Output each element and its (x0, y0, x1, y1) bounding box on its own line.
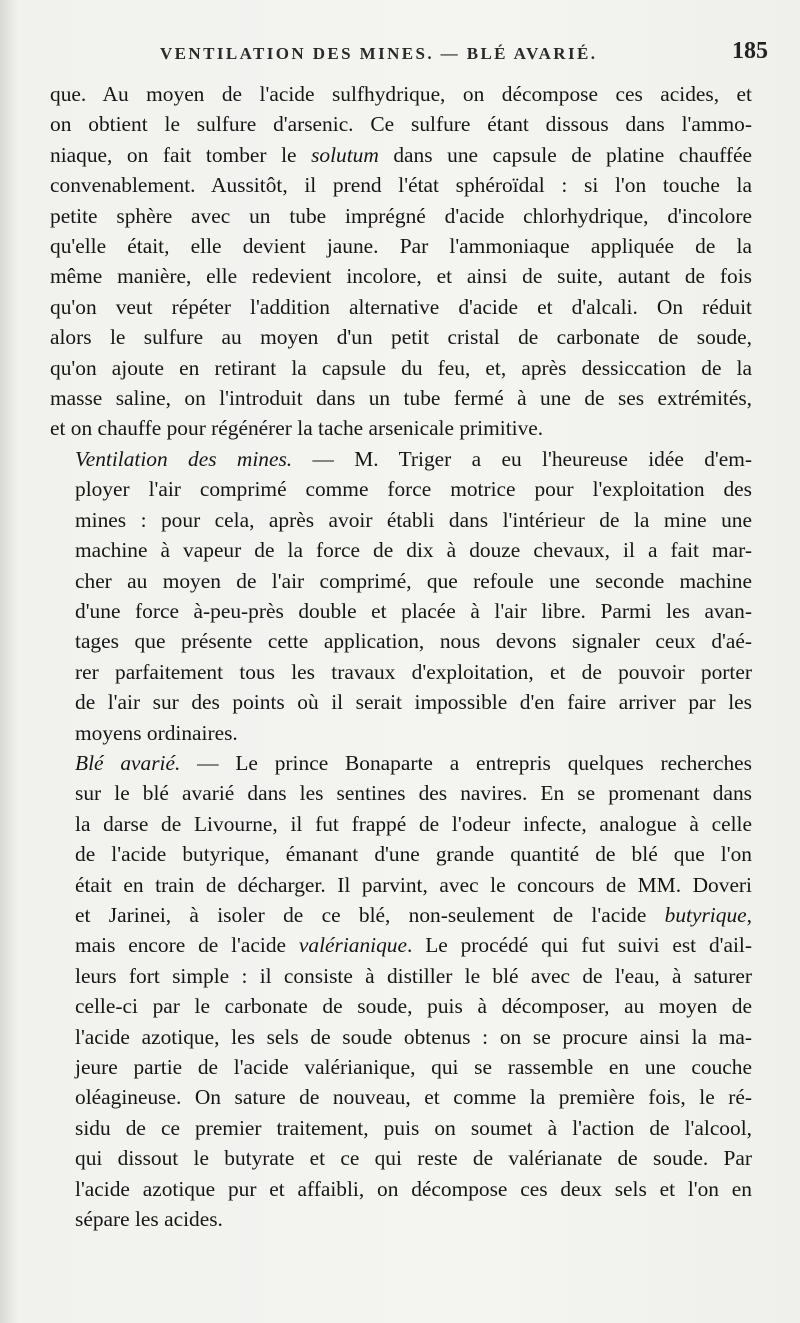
text-line: l'acide azotique, les sels de soude obtenus : on se procure ainsi la ma- (75, 1024, 752, 1049)
text-line: moyens ordinaires. (75, 720, 238, 745)
text-line: sépare les acides. (75, 1207, 223, 1232)
text-line (50, 444, 752, 474)
text-segment: . Le procédé qui fut suivi est d'ail- (407, 933, 752, 958)
text-segment: niaque, on fait tomber le (50, 142, 312, 167)
text-line: sidu de ce premier traitement, puis on soumet à l'action de l'alcool, (75, 1115, 752, 1140)
text-line: cher au moyen de l'air comprimé, que refoule une seconde machine (75, 568, 752, 593)
text-line: et on chauffe pour régénérer la tache arsenicale primitive. (50, 416, 544, 441)
text-segment: mais encore de l'acide (75, 933, 299, 958)
text-line: sur le blé avarié dans les sentines des navires. En se promenant dans (75, 781, 752, 806)
text-line: même manière, elle redevient incolore, et ainsi de suite, autant de fois (50, 264, 752, 289)
text-line: qu'on ajoute en retirant la capsule du feu, et, après dessiccation de la (50, 355, 752, 380)
text-segment: — M. Triger a eu l'heureuse idée d'em- (292, 446, 752, 471)
italic-text: Blé avarié. (75, 750, 181, 775)
text-segment: — Le prince Bonaparte a entrepris quelques recherches (180, 750, 752, 775)
text-line: que. Au moyen de l'acide sulfhydrique, on décompose ces acides, et (50, 82, 752, 106)
text-line (50, 900, 752, 930)
text-line: on obtient le sulfure d'arsenic. Ce sulfure étant dissous dans l'ammo- (50, 112, 752, 137)
text-line: masse saline, on l'introduit dans un tube fermé à une de ses extrémités, (50, 386, 752, 411)
text-line: leurs fort simple : il consiste à distiller le blé avec de l'eau, à saturer (75, 963, 752, 988)
text-segment: et Jarinei, à isoler de ce blé, non-seulement de l'acide (75, 902, 665, 927)
italic-text: Ventilation des mines. (75, 446, 293, 471)
text-segment: , (746, 902, 752, 927)
text-line (50, 930, 752, 960)
text-line: qui dissout le butyrate et ce qui reste de valérianate de soude. Par (75, 1146, 752, 1171)
text-line: rer parfaitement tous les travaux d'exploitation, et de pouvoir porter (75, 659, 752, 684)
italic-text: solutum (311, 142, 379, 167)
text-line: la darse de Livourne, il fut frappé de l'odeur infecte, analogue à celle (75, 811, 752, 836)
text-line: petite sphère avec un tube imprégné d'acide chlorhydrique, d'incolore (50, 203, 752, 228)
text-line: était en train de décharger. Il parvint, avec le concours de MM. Doveri (75, 872, 752, 897)
text-line: oléagineuse. On sature de nouveau, et comme la première fois, le ré- (75, 1085, 752, 1110)
text-line: tages que présente cette application, nous devons signaler ceux d'aé- (75, 629, 752, 654)
page-number: 185 (732, 38, 768, 64)
running-title: VENTILATION DES MINES. — BLÉ AVARIÉ. (160, 44, 598, 63)
text-line: mines : pour cela, après avoir établi dans l'intérieur de la mine une (75, 507, 752, 532)
text-line: de l'acide butyrique, émanant d'une grande quantité de blé que l'on (75, 842, 752, 867)
paragraph-ble-avarie (50, 748, 752, 1235)
page-header (0, 38, 800, 72)
body-text (50, 79, 752, 1234)
paragraph-ventilation-des-mines (50, 444, 752, 748)
text-line: jeure partie de l'acide valérianique, qui se rassemble en une couche (75, 1055, 752, 1079)
text-line: machine à vapeur de la force de dix à douze chevaux, il a fait mar- (75, 538, 752, 563)
text-segment: dans une capsule de platine chauffée (378, 142, 752, 167)
text-line: qu'on veut répéter l'addition alternative d'acide et d'alcali. On réduit (50, 294, 752, 319)
paragraph-arsenic-test (50, 79, 752, 444)
text-line (50, 140, 752, 170)
text-line: l'acide azotique pur et affaibli, on décompose ces deux sels et l'on en (75, 1176, 752, 1201)
text-line: alors le sulfure au moyen d'un petit cristal de carbonate de soude, (50, 325, 752, 350)
italic-text: butyrique (664, 902, 747, 927)
text-line: de l'air sur des points où il serait impossible d'en faire arriver par les (75, 690, 752, 715)
italic-text: valérianique (298, 933, 407, 958)
text-line: qu'elle était, elle devient jaune. Par l'ammoniaque appliquée de la (50, 234, 752, 259)
text-line (50, 748, 752, 778)
text-line: celle-ci par le carbonate de soude, puis à décomposer, au moyen de (75, 994, 752, 1019)
text-line: convenablement. Aussitôt, il prend l'état sphéroïdal : si l'on touche la (50, 173, 752, 198)
text-line: d'une force à-peu-près double et placée à l'air libre. Parmi les avan- (75, 598, 752, 623)
text-line: ployer l'air comprimé comme force motrice pour l'exploitation des (75, 477, 752, 502)
